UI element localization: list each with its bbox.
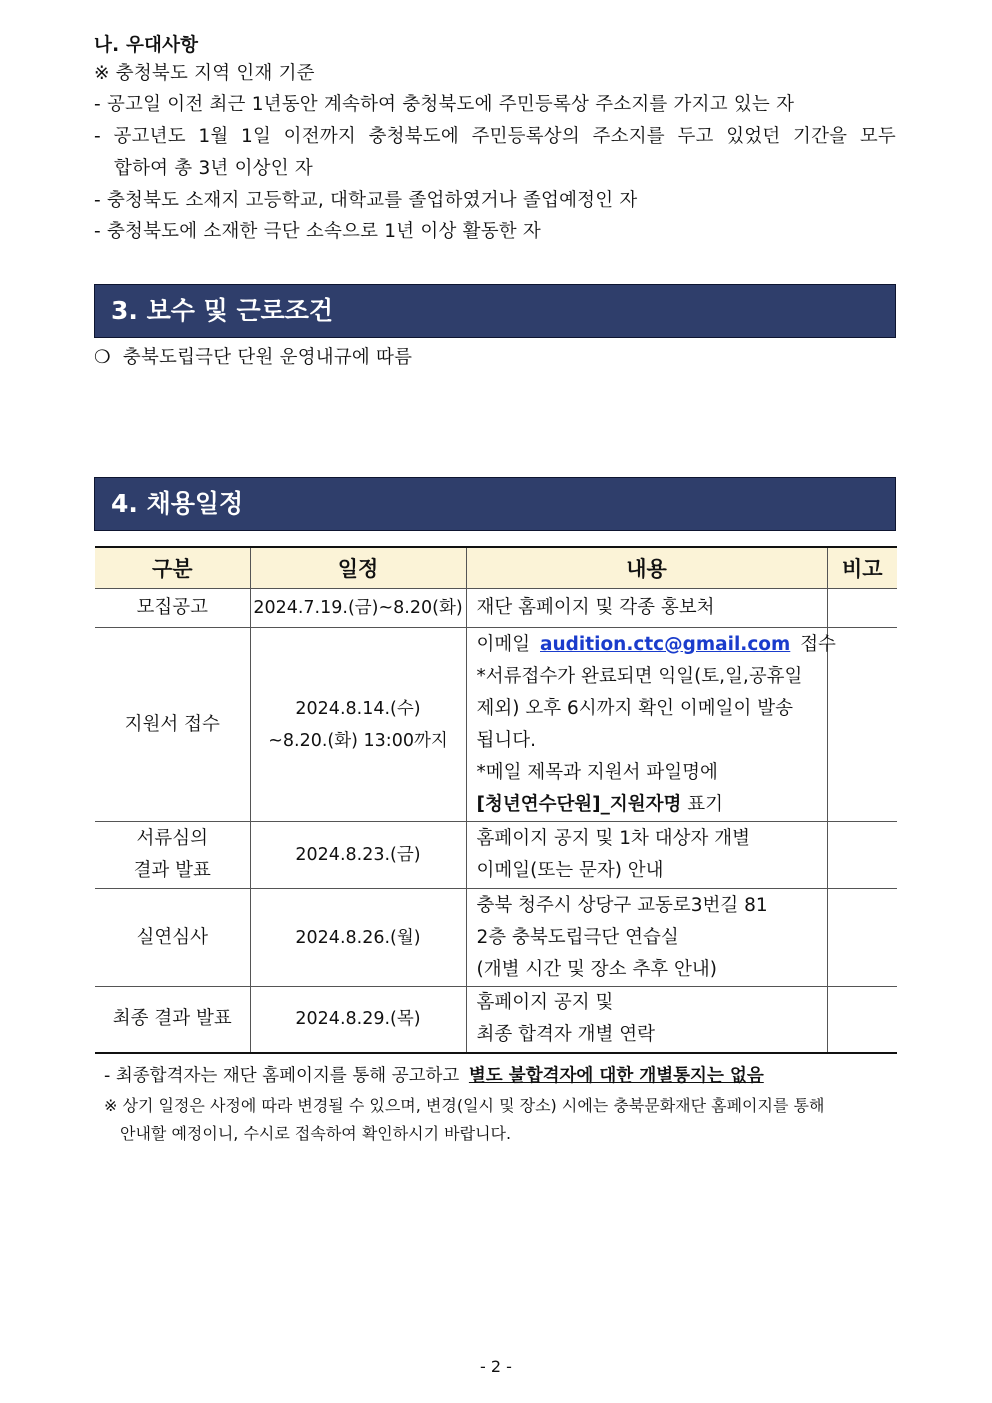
content-line: *서류접수가 완료되면 익일(토,일,공휴일 (476, 665, 803, 687)
content-line: 2층 충북도립극단 연습실 (476, 926, 679, 948)
section-4-title: 4. 채용일정 (94, 477, 896, 531)
content-line: (개별 시간 및 장소 추후 안내) (476, 958, 717, 980)
content-line: 충북 청주시 상당구 교동로3번길 81 (476, 894, 768, 916)
row-category: 실연심사 (95, 889, 250, 987)
content-line: 이메일(또는 문자) 안내 (476, 860, 664, 881)
preference-line: ※ 충청북도 지역 인재 기준 (94, 63, 315, 84)
row-content (466, 628, 836, 822)
email-suffix: 접수 (800, 633, 836, 655)
row-content (466, 889, 827, 987)
schedule-table (95, 546, 897, 1054)
row-note (827, 822, 897, 889)
content-line: 홈페이지 공지 및 (476, 992, 614, 1014)
content-line: 됩니다. (476, 729, 536, 751)
preference-line: - 공고년도 1월 1일 이전까지 충청북도에 주민등록상의 주소지를 두고 있었던 기간을 모두 (94, 126, 896, 147)
email-line (476, 629, 836, 661)
row-date (250, 628, 466, 822)
row-content: 재단 홈페이지 및 각종 홍보처 (466, 589, 827, 628)
content-line: 최종 합격자 개별 연락 (476, 1024, 655, 1046)
row-category: 지원서 접수 (95, 628, 250, 822)
header-note: 비고 (827, 547, 897, 589)
footnote-3: 안내할 예정이니, 수시로 접속하여 확인하시기 바랍니다. (120, 1124, 512, 1143)
section-3-title: 3. 보수 및 근로조건 (94, 284, 896, 338)
category-line: 결과 발표 (133, 860, 211, 881)
table-header-row (95, 547, 897, 589)
header-content: 내용 (466, 547, 827, 589)
page-number: - 2 - (480, 1357, 512, 1376)
row-category (95, 822, 250, 889)
table-row (95, 589, 897, 628)
category-line: 서류심의 (136, 828, 208, 849)
footnote-1 (104, 1061, 764, 1091)
section-3-text: 충북도립극단 단원 운영내규에 따름 (122, 347, 413, 368)
email-prefix: 이메일 (476, 633, 531, 655)
format-bold: [청년연수단원]_지원자명 (476, 793, 682, 815)
section-3-body (94, 342, 412, 374)
footnote-2: ※ 상기 일정은 사정에 따라 변경될 수 있으며, 변경(일시 및 장소) 시에는 충북문화재단 홈페이지를 통해 (104, 1096, 825, 1115)
content-line: 제외) 오후 6시까지 확인 이메일이 발송 (476, 697, 793, 719)
row-date: 2024.8.23.(금) (250, 822, 466, 889)
email-link[interactable]: audition.ctc@gmail.com (540, 633, 791, 655)
date-line: 2024.8.14.(수) (295, 698, 421, 719)
format-line (477, 789, 825, 821)
content-line: *메일 제목과 지원서 파일명에 (476, 761, 718, 783)
row-note (827, 589, 897, 628)
date-line: ~8.20.(화) 13:00까지 (268, 730, 448, 751)
table-row (95, 987, 897, 1053)
preference-line: - 공고일 이전 최근 1년동안 계속하여 충청북도에 주민등록상 주소지를 가지고 있는 자 (94, 94, 795, 115)
row-category: 모집공고 (95, 589, 250, 628)
preference-line: - 충청북도에 소재한 극단 소속으로 1년 이상 활동한 자 (94, 221, 541, 242)
header-category: 구분 (95, 547, 250, 589)
table-row (95, 822, 897, 889)
table-row (95, 889, 897, 987)
preference-line: - 충청북도 소재지 고등학교, 대학교를 졸업하였거나 졸업예정인 자 (94, 190, 638, 211)
row-content (466, 987, 827, 1053)
header-date: 일정 (250, 547, 466, 589)
row-note (827, 889, 897, 987)
row-date: 2024.8.29.(목) (250, 987, 466, 1053)
circle-bullet-icon: ❍ (94, 347, 111, 368)
format-suffix: 표기 (687, 793, 724, 815)
footnote-1-text: - 최종합격자는 재단 홈페이지를 통해 공고하고 (104, 1066, 460, 1086)
row-date: 2024.7.19.(금)~8.20(화) (250, 589, 466, 628)
content-line: 홈페이지 공지 및 1차 대상자 개별 (476, 828, 750, 849)
table-row (95, 628, 897, 822)
preference-heading: 나. 우대사항 (94, 35, 199, 56)
row-content (466, 822, 827, 889)
preference-line: 합하여 총 3년 이상인 자 (114, 158, 313, 179)
row-note (827, 987, 897, 1053)
row-category: 최종 결과 발표 (95, 987, 250, 1053)
row-date: 2024.8.26.(월) (250, 889, 466, 987)
footnote-1-emphasis: 별도 불합격자에 대한 개별통지는 없음 (468, 1066, 764, 1086)
row-note (827, 628, 897, 822)
